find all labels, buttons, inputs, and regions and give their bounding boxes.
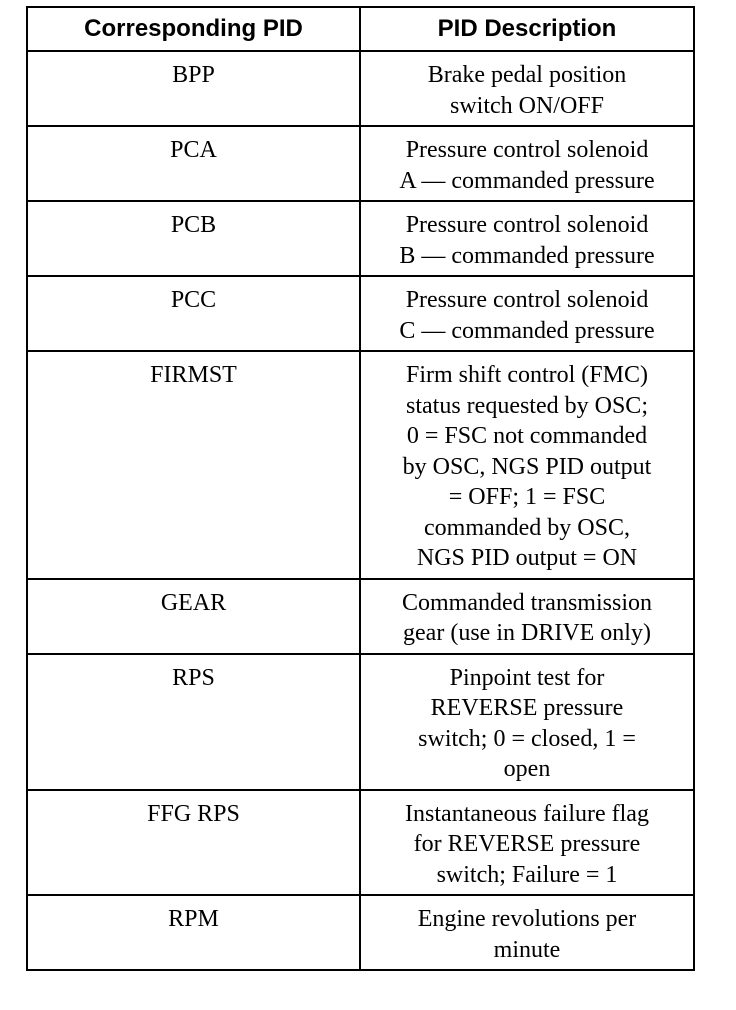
pid-cell: PCB: [27, 201, 360, 276]
description-line: Firm shift control (FMC): [405, 362, 648, 388]
pid-cell: BPP: [27, 51, 360, 126]
table-row: [27, 126, 694, 201]
description-line: gear (use in DRIVE only): [403, 620, 651, 646]
description-line: Commanded transmission: [402, 589, 652, 616]
description-cell: [360, 579, 694, 654]
description-line: Instantaneous failure flag: [405, 800, 649, 827]
description-line: Brake pedal position: [427, 62, 627, 88]
table-row: [27, 895, 694, 970]
pid-cell: FIRMST: [27, 351, 360, 579]
table-row: [27, 276, 694, 351]
table-row: [27, 654, 694, 790]
description-line: minute: [493, 936, 561, 963]
pid-cell: GEAR: [27, 579, 360, 654]
description-line: switch; 0 = closed, 1 =: [418, 725, 636, 752]
description-line: switch ON/OFF: [449, 92, 605, 119]
pid-cell: PCA: [27, 126, 360, 201]
description-line: B — commanded pressure: [399, 242, 655, 269]
pid-table: [26, 6, 695, 971]
table-row: [27, 201, 694, 276]
pid-cell: PCC: [27, 276, 360, 351]
table-row: [27, 579, 694, 654]
description-cell: [360, 895, 694, 970]
description-line: Pinpoint test for: [449, 664, 605, 691]
description-line: = OFF; 1 = FSC: [448, 484, 606, 510]
description-line: for REVERSE pressure: [413, 831, 641, 857]
description-line: status requested by OSC;: [406, 392, 648, 419]
description-line: open: [503, 756, 551, 782]
description-line: Engine revolutions per: [417, 906, 637, 932]
description-line: C — commanded pressure: [399, 317, 655, 344]
description-cell: [360, 276, 694, 351]
header-corresponding-pid: Corresponding PID: [27, 7, 360, 51]
description-cell: [360, 654, 694, 790]
description-line: REVERSE pressure: [430, 695, 624, 721]
table-row: [27, 790, 694, 896]
header-row: [27, 7, 694, 51]
description-cell: [360, 126, 694, 201]
description-line: NGS PID output = ON: [416, 545, 638, 571]
table-row: [27, 351, 694, 579]
description-line: A — commanded pressure: [399, 167, 655, 194]
description-line: 0 = FSC not commanded: [406, 423, 648, 449]
description-line: switch; Failure = 1: [436, 861, 618, 888]
description-cell: [360, 790, 694, 896]
pid-cell: RPS: [27, 654, 360, 790]
description-line: Pressure control solenoid: [405, 287, 649, 313]
description-cell: [360, 201, 694, 276]
description-line: by OSC, NGS PID output: [402, 453, 652, 480]
description-cell: [360, 351, 694, 579]
description-line: Pressure control solenoid: [405, 137, 649, 163]
table-body: [27, 51, 694, 970]
header-pid-description: PID Description: [360, 7, 694, 51]
pid-cell: FFG RPS: [27, 790, 360, 896]
table-row: [27, 51, 694, 126]
pid-cell: RPM: [27, 895, 360, 970]
description-cell: [360, 51, 694, 126]
description-line: Pressure control solenoid: [405, 212, 649, 238]
description-line: commanded by OSC,: [424, 514, 630, 541]
